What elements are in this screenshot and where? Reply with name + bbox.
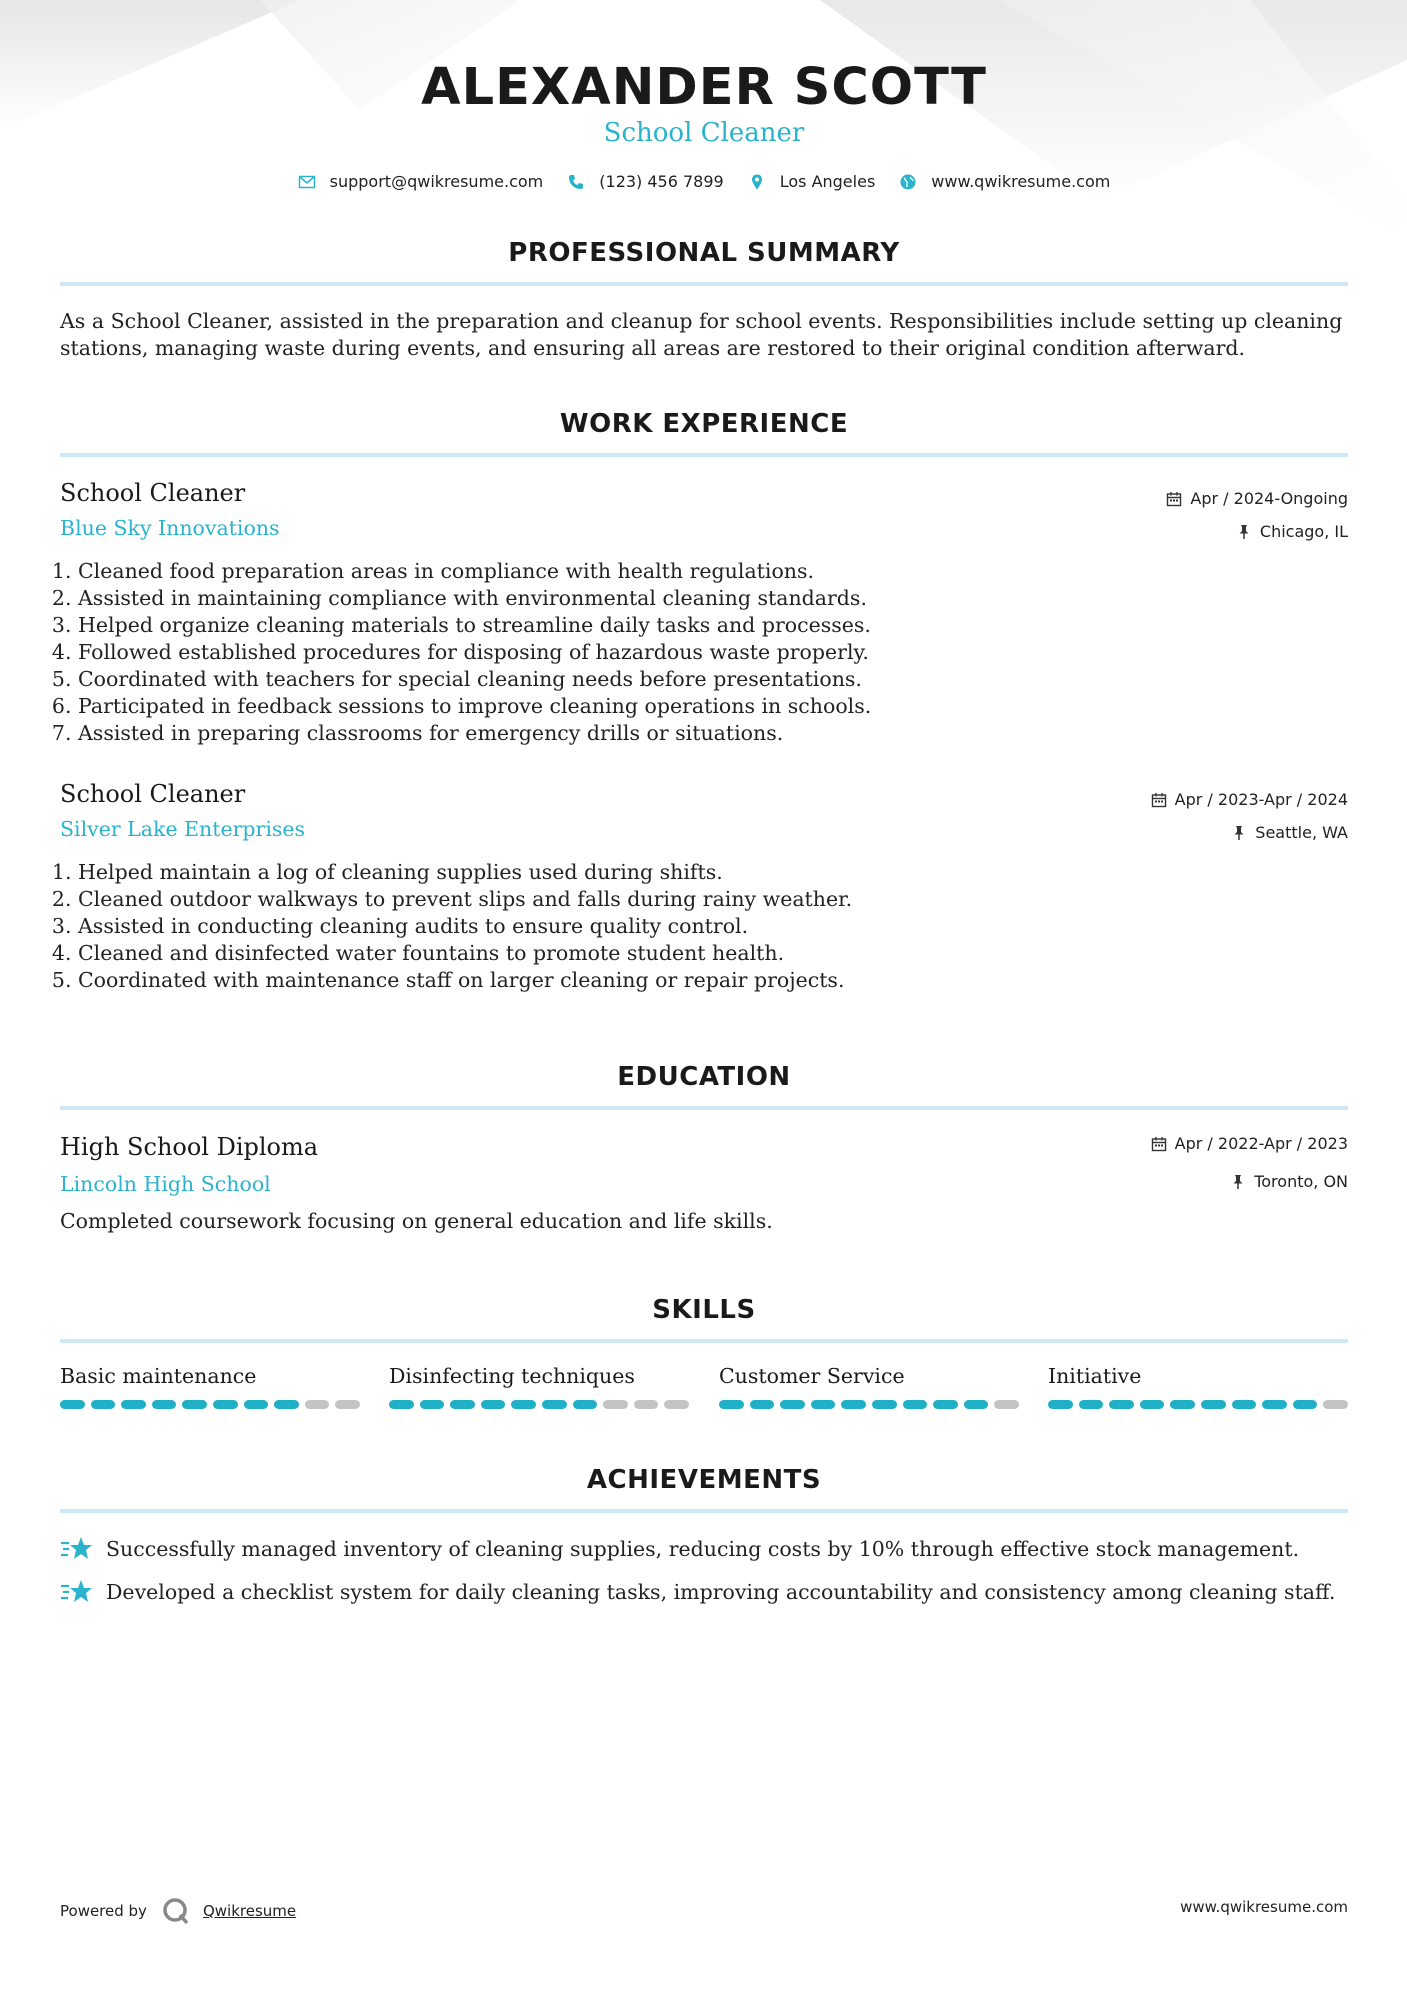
contact-location <box>748 172 876 191</box>
skill-segment-filled <box>182 1400 207 1409</box>
skill-name: Initiative <box>1048 1364 1142 1388</box>
star-icon <box>60 1534 94 1564</box>
skill-segment-empty <box>634 1400 659 1409</box>
skill-segment-filled <box>213 1400 238 1409</box>
skill-segment-filled <box>1140 1400 1165 1409</box>
skill-segment-filled <box>481 1400 506 1409</box>
skill-segment-filled <box>719 1400 744 1409</box>
skill-segment-filled <box>750 1400 775 1409</box>
calendar-icon <box>1151 1136 1167 1152</box>
job-2-location-text: Seattle, WA <box>1255 823 1348 842</box>
skill-segment-filled <box>872 1400 897 1409</box>
job-1-dates-text: Apr / 2024-Ongoing <box>1190 489 1348 508</box>
footer-website[interactable]: www.qwikresume.com <box>1180 1898 1348 1916</box>
candidate-name: ALEXANDER SCOTT <box>421 58 987 117</box>
education-description: Completed coursework focusing on general education and life skills. <box>60 1209 773 1233</box>
list-item: 7. Assisted in preparing classrooms for emergency drills or situations. <box>78 720 1348 747</box>
skill-segment-filled <box>1079 1400 1104 1409</box>
contact-email-text: support@qwikresume.com <box>329 172 544 191</box>
job-1-bullets <box>60 558 1348 747</box>
skill-segment-filled <box>91 1400 116 1409</box>
list-item: 2. Cleaned outdoor walkways to prevent slips and falls during rainy weather. <box>78 886 1348 913</box>
summary-divider <box>60 282 1348 286</box>
list-item: 5. Coordinated with teachers for special cleaning needs before presentations. <box>78 666 1348 693</box>
skill-segment-filled <box>573 1400 598 1409</box>
education-location-text: Toronto, ON <box>1254 1172 1348 1191</box>
skill-segment-empty <box>603 1400 628 1409</box>
experience-divider <box>60 453 1348 457</box>
skill-level-bar <box>719 1400 1019 1409</box>
job-1-dates <box>1166 489 1348 508</box>
calendar-icon <box>1166 491 1182 507</box>
education-divider <box>60 1106 1348 1110</box>
job-2-dates-text: Apr / 2023-Apr / 2024 <box>1174 790 1348 809</box>
skill-segment-empty <box>305 1400 330 1409</box>
achievements-heading: ACHIEVEMENTS <box>586 1465 822 1495</box>
skill-segment-filled <box>152 1400 177 1409</box>
education-location <box>1230 1172 1348 1191</box>
job-1-location <box>1236 522 1348 541</box>
list-item: 6. Participated in feedback sessions to improve cleaning operations in schools. <box>78 693 1348 720</box>
achievement-text: Developed a checklist system for daily cleaning tasks, improving accountability and consistency among cleaning staff. <box>106 1580 1336 1604</box>
achievement-item <box>60 1534 1299 1564</box>
skill-segment-filled <box>1201 1400 1226 1409</box>
contact-email[interactable] <box>298 172 544 191</box>
contact-phone-text: (123) 456 7899 <box>599 172 724 191</box>
skill-segment-filled <box>60 1400 85 1409</box>
skill-segment-filled <box>841 1400 866 1409</box>
summary-heading: PROFESSIONAL SUMMARY <box>508 238 900 268</box>
skill-segment-filled <box>1293 1400 1318 1409</box>
skill-segment-empty <box>1323 1400 1348 1409</box>
contact-phone[interactable] <box>567 172 723 191</box>
skills-divider <box>60 1339 1348 1343</box>
skill-segment-empty <box>994 1400 1019 1409</box>
skill-segment-filled <box>1262 1400 1287 1409</box>
pushpin-icon <box>1230 1174 1246 1190</box>
calendar-icon <box>1151 792 1167 808</box>
pushpin-icon <box>1231 825 1247 841</box>
contact-website-text: www.qwikresume.com <box>931 172 1111 191</box>
job-1-company: Blue Sky Innovations <box>60 516 280 540</box>
skill-segment-filled <box>420 1400 445 1409</box>
list-item: 5. Coordinated with maintenance staff on larger cleaning or repair projects. <box>78 967 1348 994</box>
skill-disinfecting-techniques <box>389 1364 689 1409</box>
qwikresume-logo-icon <box>161 1896 191 1926</box>
contact-location-text: Los Angeles <box>779 172 876 191</box>
skill-name: Disinfecting techniques <box>389 1364 635 1388</box>
job-2-dates <box>1151 790 1348 809</box>
skill-segment-filled <box>511 1400 536 1409</box>
skill-segment-filled <box>1170 1400 1195 1409</box>
skills-heading: SKILLS <box>652 1295 756 1325</box>
list-item: 1. Helped maintain a log of cleaning supplies used during shifts. <box>78 859 1348 886</box>
achievements-divider <box>60 1509 1348 1513</box>
skill-segment-filled <box>780 1400 805 1409</box>
list-item: 2. Assisted in maintaining compliance with environmental cleaning standards. <box>78 585 1348 612</box>
skill-segment-filled <box>903 1400 928 1409</box>
skill-segment-filled <box>244 1400 269 1409</box>
skill-name: Basic maintenance <box>60 1364 257 1388</box>
skill-segment-filled <box>1048 1400 1073 1409</box>
phone-icon <box>567 173 585 191</box>
skill-segment-filled <box>933 1400 958 1409</box>
star-icon <box>60 1577 94 1607</box>
skill-segment-filled <box>121 1400 146 1409</box>
pushpin-icon <box>1236 524 1252 540</box>
skill-initiative <box>1048 1364 1348 1409</box>
job-1-title: School Cleaner <box>60 479 246 507</box>
education-degree: High School Diploma <box>60 1133 319 1161</box>
list-item: 3. Assisted in conducting cleaning audits to ensure quality control. <box>78 913 1348 940</box>
job-1-location-text: Chicago, IL <box>1259 522 1348 541</box>
skill-segment-empty <box>335 1400 360 1409</box>
map-pin-icon <box>748 173 766 191</box>
list-item: 3. Helped organize cleaning materials to streamline daily tasks and processes. <box>78 612 1348 639</box>
contact-bar <box>60 172 1348 191</box>
skill-segment-filled <box>1232 1400 1257 1409</box>
list-item: 1. Cleaned food preparation areas in compliance with health regulations. <box>78 558 1348 585</box>
footer-branding <box>60 1896 296 1926</box>
skill-segment-filled <box>542 1400 567 1409</box>
job-2-location <box>1231 823 1348 842</box>
job-2-title: School Cleaner <box>60 780 246 808</box>
globe-icon <box>899 173 917 191</box>
skill-basic-maintenance <box>60 1364 360 1409</box>
experience-heading: WORK EXPERIENCE <box>559 409 849 439</box>
candidate-role: School Cleaner <box>603 118 805 148</box>
achievement-text: Successfully managed inventory of cleaning supplies, reducing costs by 10% through effective stock management. <box>106 1537 1300 1561</box>
skill-customer-service <box>719 1364 1019 1409</box>
education-dates-text: Apr / 2022-Apr / 2023 <box>1174 1134 1348 1153</box>
skill-segment-filled <box>811 1400 836 1409</box>
skill-level-bar <box>60 1400 360 1409</box>
achievement-item <box>60 1577 1335 1607</box>
skill-segment-filled <box>389 1400 414 1409</box>
skill-name: Customer Service <box>719 1364 905 1388</box>
education-school: Lincoln High School <box>60 1172 271 1196</box>
envelope-icon <box>298 173 316 191</box>
skill-segment-filled <box>964 1400 989 1409</box>
list-item: 4. Cleaned and disinfected water fountains to promote student health. <box>78 940 1348 967</box>
skill-segment-filled <box>450 1400 475 1409</box>
skill-level-bar <box>389 1400 689 1409</box>
skill-segment-filled <box>274 1400 299 1409</box>
qwikresume-link[interactable]: Qwikresume <box>202 1902 297 1920</box>
skill-level-bar <box>1048 1400 1348 1409</box>
job-2-company: Silver Lake Enterprises <box>60 817 306 841</box>
summary-text: As a School Cleaner, assisted in the preparation and cleanup for school events. Responsibilities include setting up cleaning stations, managing waste during events, and ensuring all areas are restored to their original condition afterward. <box>60 309 1343 360</box>
skill-segment-filled <box>1109 1400 1134 1409</box>
education-dates <box>1151 1134 1348 1153</box>
list-item: 4. Followed established procedures for disposing of hazardous waste properly. <box>78 639 1348 666</box>
powered-by-label: Powered by <box>60 1902 147 1920</box>
contact-website[interactable] <box>899 172 1110 191</box>
skill-segment-empty <box>664 1400 689 1409</box>
education-heading: EDUCATION <box>617 1062 791 1092</box>
job-2-bullets <box>60 859 1348 994</box>
